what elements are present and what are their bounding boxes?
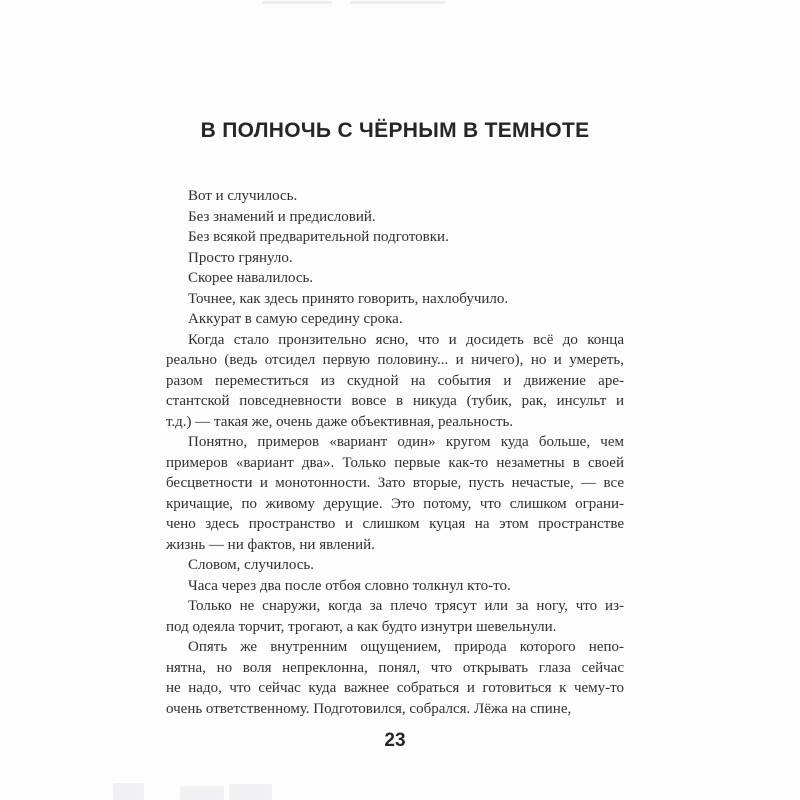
text-column	[166, 0, 624, 751]
text-line: Словом, случилось.	[188, 557, 314, 573]
text-line: реально (ведь отсидел первую половину... и ничего), но и умереть,	[166, 352, 624, 368]
paragraph	[166, 248, 624, 269]
text-line: нятна, но воля непреклонна, понял, что открывать глаза сейчас	[166, 659, 624, 676]
text-line: Вот и случилось.	[188, 188, 298, 204]
paragraph	[166, 555, 624, 576]
page-number: 23	[384, 730, 406, 751]
text-line: Опять же внутренним ощущением, природа которого непо-	[188, 639, 624, 655]
scan-artifact-bottom-2	[180, 786, 224, 800]
text-line: т.д.) — такая же, очень даже объективная, реальность.	[166, 413, 514, 430]
text-line: под одеяла торчит, трогают, а как будто изнутри шевельнули.	[166, 618, 557, 635]
paragraph	[166, 596, 624, 637]
text-line: Просто грянуло.	[188, 249, 293, 266]
text-line: примеров «вариант два». Только первые как-то незаметны в своей	[166, 454, 624, 471]
text-line: очень ответственному. Подготовился, собрался. Лёжа на спине,	[166, 700, 572, 717]
text-line: бесцветности и монотонности. Зато вторые, пусть нечастые, — все	[166, 475, 624, 491]
paragraph	[166, 227, 624, 248]
text-line: Точнее, как здесь принято говорить, нахлобучило.	[188, 290, 509, 307]
text-line: разом переместиться из скудной на события и движение аре-	[166, 372, 624, 389]
text-line: Только не снаружи, когда за плечо трясут или за ногу, что из-	[188, 598, 624, 614]
paragraph	[166, 432, 624, 555]
paragraph	[166, 576, 624, 597]
text-line: стантской повседневности вовсе в никуда (тубик, рак, инсульт и	[166, 393, 624, 409]
paragraph	[166, 289, 624, 310]
scan-artifact-bottom-1	[113, 783, 144, 800]
text-line: Понятно, примеров «вариант один» кругом куда больше, чем	[188, 434, 624, 450]
paragraph	[166, 637, 624, 719]
paragraph	[166, 207, 624, 228]
paragraph	[166, 268, 624, 289]
text-line: не надо, что сейчас куда важнее собраться и готовиться к чему-то	[166, 680, 624, 696]
text-line: Аккурат в самую середину срока.	[188, 311, 403, 327]
scan-artifact-bottom-3	[229, 784, 272, 800]
chapter-title: В ПОЛНОЧЬ С ЧЁРНЫМ В ТЕМНОТЕ	[200, 119, 590, 142]
text-line: Без всякой предварительной подготовки.	[188, 229, 449, 245]
page-text	[166, 186, 624, 719]
paragraph	[166, 330, 624, 433]
text-line: кричащие, по живому дерущие. Это потому, что слишком ограни-	[166, 495, 624, 512]
paragraph	[166, 309, 624, 330]
text-line: Часа через два после отбоя словно толкнул кто-то.	[188, 577, 511, 594]
text-line: Когда стало пронзительно ясно, что и досидеть всё до конца	[188, 331, 624, 348]
text-line: Скорее навалилось.	[188, 270, 314, 286]
text-line: Без знамений и предисловий.	[188, 208, 376, 225]
text-line: чено здесь пространство и слишком куцая на этом пространстве	[166, 516, 624, 532]
text-line: жизнь — ни фактов, ни явлений.	[166, 536, 375, 553]
paragraph	[166, 186, 624, 207]
